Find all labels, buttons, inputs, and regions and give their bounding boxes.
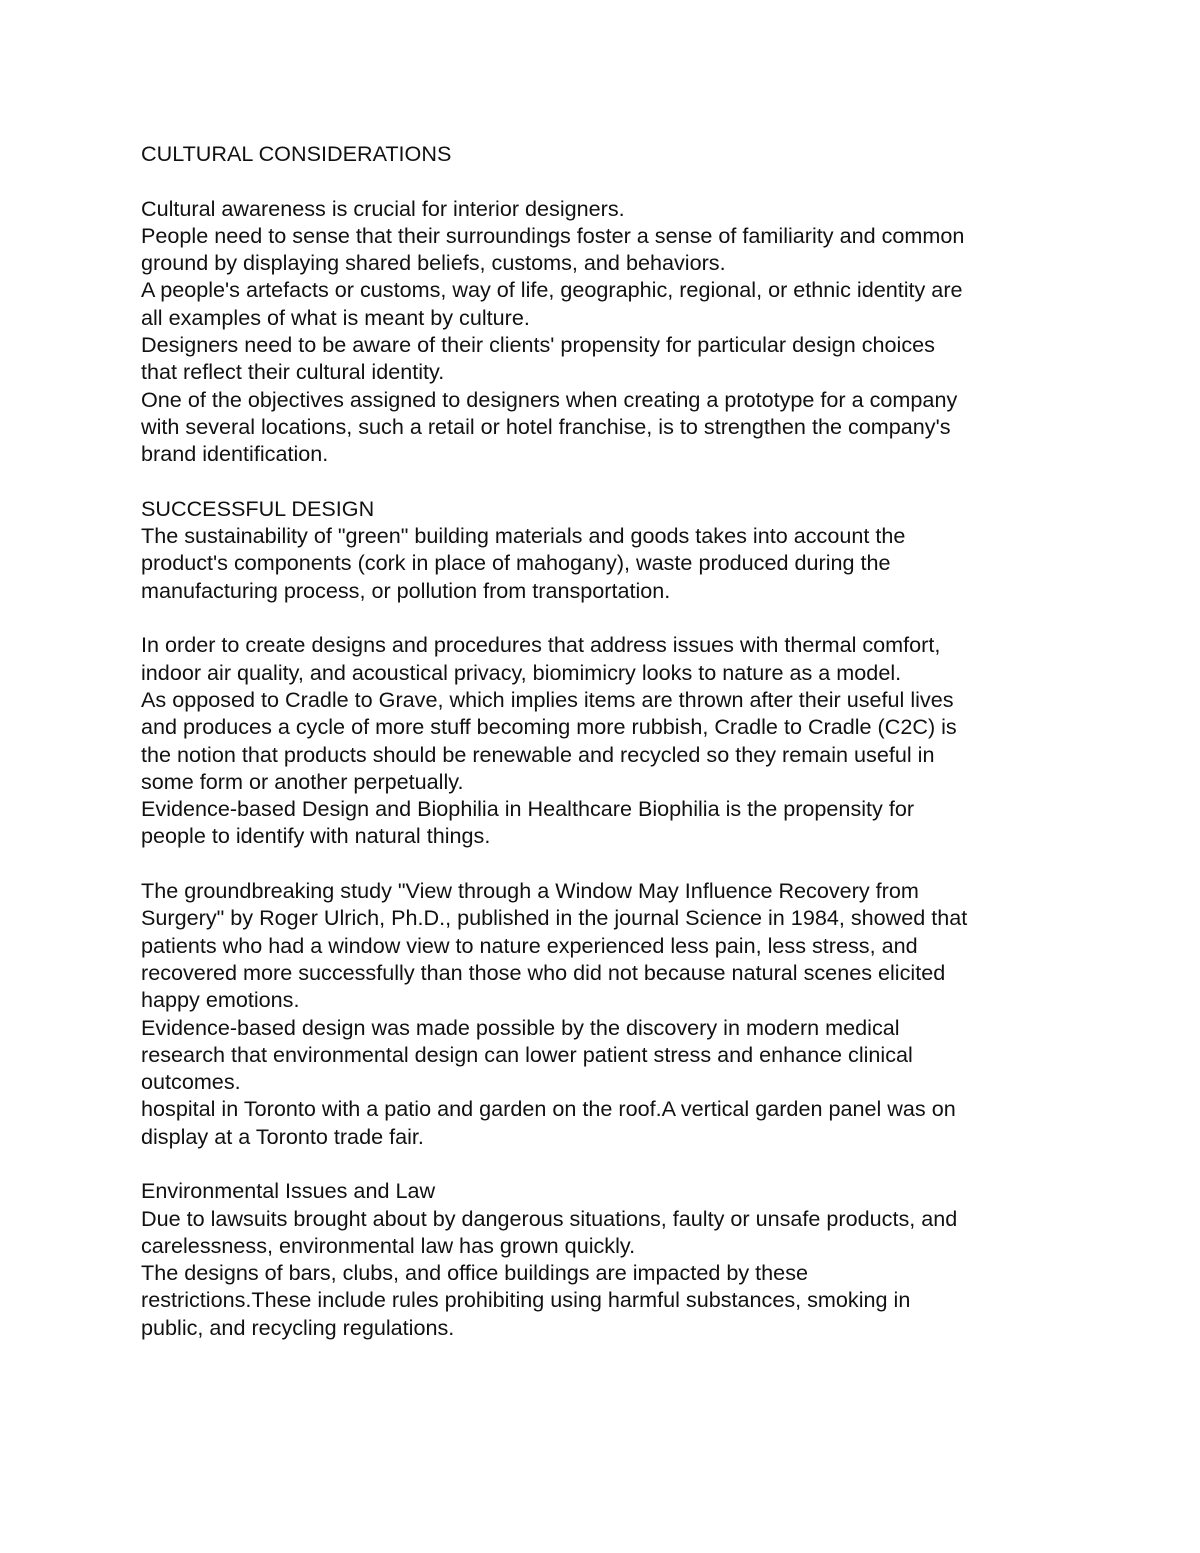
body-line: Evidence-based design was made possible by the discovery in modern medical (141, 1014, 900, 1040)
body-line: recovered more successfully than those who did not because natural scenes elicited (141, 959, 946, 985)
body-line: product's components (cork in place of mahogany), waste produced during the (141, 550, 891, 576)
body-line: happy emotions. (141, 987, 300, 1013)
body-line: The designs of bars, clubs, and office buildings are impacted by these (141, 1260, 809, 1286)
section-heading: CULTURAL CONSIDERATIONS (141, 141, 452, 166)
body-line: Cultural awareness is crucial for interior designers. (141, 195, 625, 221)
blank-line (141, 468, 1071, 495)
body-line: all examples of what is meant by culture. (141, 304, 530, 330)
body-line: Evidence-based Design and Biophilia in Healthcare Biophilia is the propensity for (141, 796, 915, 822)
body-line: People need to sense that their surroundings foster a sense of familiarity and common (141, 222, 965, 248)
body-line: The groundbreaking study "View through a Window May Influence Recovery from (141, 878, 919, 904)
body-line: people to identify with natural things. (141, 823, 491, 849)
body-line: Designers need to be aware of their clients' propensity for particular design choices (141, 332, 935, 358)
section-environmental-issues (141, 1177, 1071, 1341)
body-line: restrictions.These include rules prohibiting using harmful substances, smoking in (141, 1287, 911, 1313)
body-line: Surgery" by Roger Ulrich, Ph.D., published in the journal Science in 1984, showed that (141, 905, 968, 931)
body-line: In order to create designs and procedures that address issues with thermal comfort, (141, 632, 941, 658)
body-line: Due to lawsuits brought about by dangerous situations, faulty or unsafe products, and (141, 1205, 958, 1231)
body-line: the notion that products should be renewable and recycled so they remain useful in (141, 741, 935, 767)
body-line: A people's artefacts or customs, way of life, geographic, regional, or ethnic identity are (141, 277, 963, 303)
blank-line (141, 1150, 1071, 1177)
section-heading: Environmental Issues and Law (141, 1178, 436, 1204)
section-heading: SUCCESSFUL DESIGN (141, 495, 375, 521)
body-line: carelessness, environmental law has grown quickly. (141, 1232, 636, 1258)
body-line: indoor air quality, and acoustical privacy, biomimicry looks to nature as a model. (141, 659, 902, 685)
body-line: The sustainability of "green" building materials and goods takes into account the (141, 523, 906, 549)
section-successful-design (141, 495, 1071, 1150)
body-line: that reflect their cultural identity. (141, 359, 445, 385)
section-cultural-considerations (141, 140, 1071, 468)
body-line: As opposed to Cradle to Grave, which implies items are thrown after their useful lives (141, 686, 954, 712)
body-line: some form or another perpetually. (141, 768, 464, 794)
body-line: outcomes. (141, 1069, 241, 1095)
blank-line (141, 850, 1071, 877)
body-line: public, and recycling regulations. (141, 1314, 455, 1340)
body-line: and produces a cycle of more stuff becoming more rubbish, Cradle to Cradle (C2C) is (141, 714, 957, 740)
body-line: research that environmental design can lower patient stress and enhance clinical (141, 1041, 913, 1067)
body-line: One of the objectives assigned to designers when creating a prototype for a company (141, 386, 958, 412)
body-line: hospital in Toronto with a patio and garden on the roof.A vertical garden panel was on (141, 1096, 956, 1122)
document-page (141, 140, 1071, 1341)
body-line: with several locations, such a retail or hotel franchise, is to strengthen the company's (141, 413, 951, 439)
body-line: brand identification. (141, 441, 329, 467)
body-line: display at a Toronto trade fair. (141, 1123, 424, 1149)
blank-line (141, 167, 1071, 194)
body-line: patients who had a window view to nature experienced less pain, less stress, and (141, 932, 918, 958)
body-line: manufacturing process, or pollution from transportation. (141, 577, 671, 603)
blank-line (141, 604, 1071, 631)
body-line: ground by displaying shared beliefs, customs, and behaviors. (141, 250, 726, 276)
